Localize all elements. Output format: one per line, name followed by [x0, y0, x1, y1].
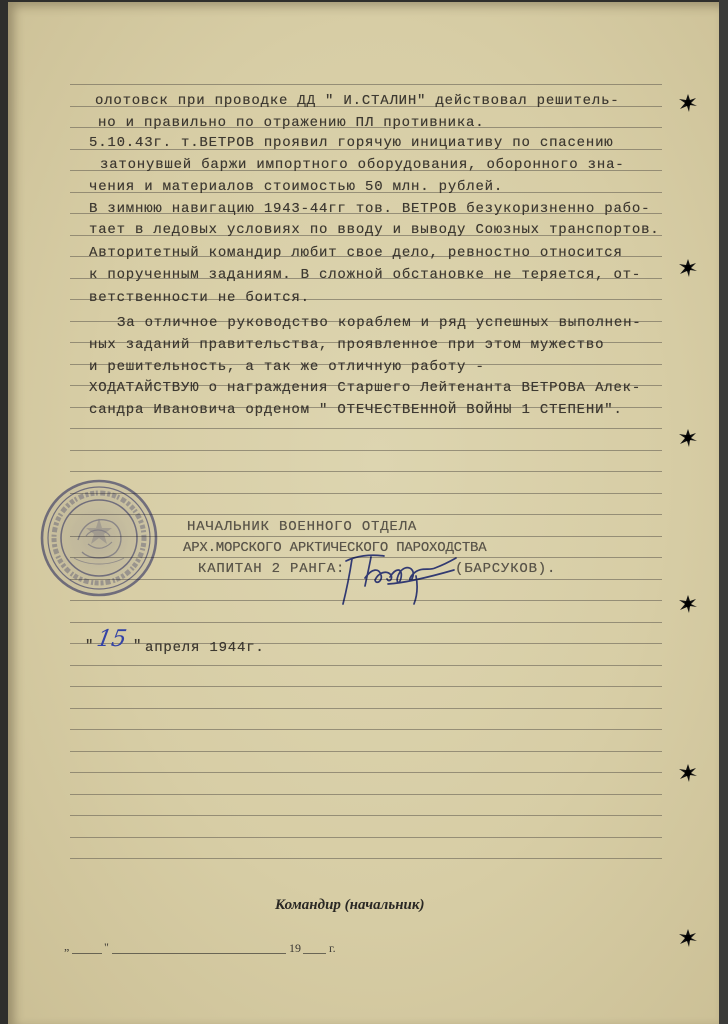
punch-hole-icon: [678, 93, 698, 113]
ruled-line: [70, 794, 662, 795]
body-line: к порученным заданиям. В сложной обстановке не теряется, от-: [89, 267, 642, 283]
footer-year-suffix: г.: [329, 941, 336, 955]
signature-icon: [330, 546, 462, 610]
date-month-year: апреля 1944г.: [145, 640, 265, 656]
body-line: ХОДАТАЙСТВУЮ о награждения Старшего Лейтенанта ВЕТРОВА Алек-: [89, 380, 642, 396]
commander-caption: Командир (начальник): [275, 897, 425, 913]
footer-date-close-quote: ": [104, 940, 109, 954]
footer-date-open-quote: „: [64, 939, 70, 953]
date-day-handwritten: 15: [94, 626, 129, 652]
ruled-line: [70, 772, 662, 773]
ruled-line: [70, 84, 662, 85]
ruled-line: [70, 858, 662, 859]
punch-hole-icon: [678, 594, 698, 614]
body-line: ветственности не боится.: [89, 290, 310, 306]
ruled-line: [70, 665, 662, 666]
signatory-rank: КАПИТАН 2 РАНГА:: [198, 561, 346, 577]
date-close-quote: ": [133, 638, 143, 654]
ruled-line: [70, 471, 662, 472]
body-line: и решительность, а так же отличную работу -: [89, 359, 485, 375]
ruled-line: [70, 751, 662, 752]
footer-day-blank: [72, 953, 102, 954]
body-line: тает в ледовых условиях по вводу и выводу Союзных транспортов.: [89, 222, 660, 238]
ruled-line: [70, 686, 662, 687]
body-line: Авторитетный командир любит свое дело, ревностно относится: [89, 245, 623, 261]
ruled-line: [70, 450, 662, 451]
signatory-organization: АРХ.МОРСКОГО АРКТИЧЕСКОГО ПАРОХОДСТВА: [183, 540, 487, 556]
body-line: В зимнюю навигацию 1943-44гг тов. ВЕТРОВ безукоризненно рабо-: [89, 201, 651, 217]
body-line: олотовск при проводке ДД " И.СТАЛИН" действовал решитель-: [95, 93, 620, 109]
footer-month-blank: [112, 953, 286, 954]
body-line: За отличное руководство кораблем и ряд успешных выполнен-: [117, 315, 642, 331]
ruled-line: [70, 708, 662, 709]
ruled-line: [70, 837, 662, 838]
body-line: ных заданий правительства, проявленное при этом мужество: [89, 337, 605, 353]
body-line: сандра Ивановича орденом " ОТЕЧЕСТВЕННОЙ ВОЙНЫ 1 СТЕПЕНИ".: [89, 402, 623, 418]
ruled-line: [70, 729, 662, 730]
ruled-line: [70, 815, 662, 816]
round-stamp-icon: [38, 478, 160, 600]
body-line: чения и материалов стоимостью 50 млн. рублей.: [89, 179, 504, 195]
signatory-name: (БАРСУКОВ).: [455, 561, 557, 577]
ruled-line: [70, 428, 662, 429]
date-open-quote: ": [85, 638, 95, 654]
punch-hole-icon: [678, 428, 698, 448]
punch-hole-icon: [678, 928, 698, 948]
footer-year-prefix: 19: [289, 941, 301, 955]
ruled-line: [70, 622, 662, 623]
body-line: 5.10.43г. т.ВЕТРОВ проявил горячую инициативу по спасению: [89, 135, 614, 151]
body-line: но и правильно по отражению ПЛ противника.: [98, 115, 485, 131]
punch-hole-icon: [678, 258, 698, 278]
punch-hole-icon: [678, 763, 698, 783]
signatory-title: НАЧАЛЬНИК ВОЕННОГО ОТДЕЛА: [187, 519, 418, 535]
body-line: затонувшей баржи импортного оборудования, оборонного зна-: [100, 157, 625, 173]
footer-year-blank: [303, 953, 326, 954]
